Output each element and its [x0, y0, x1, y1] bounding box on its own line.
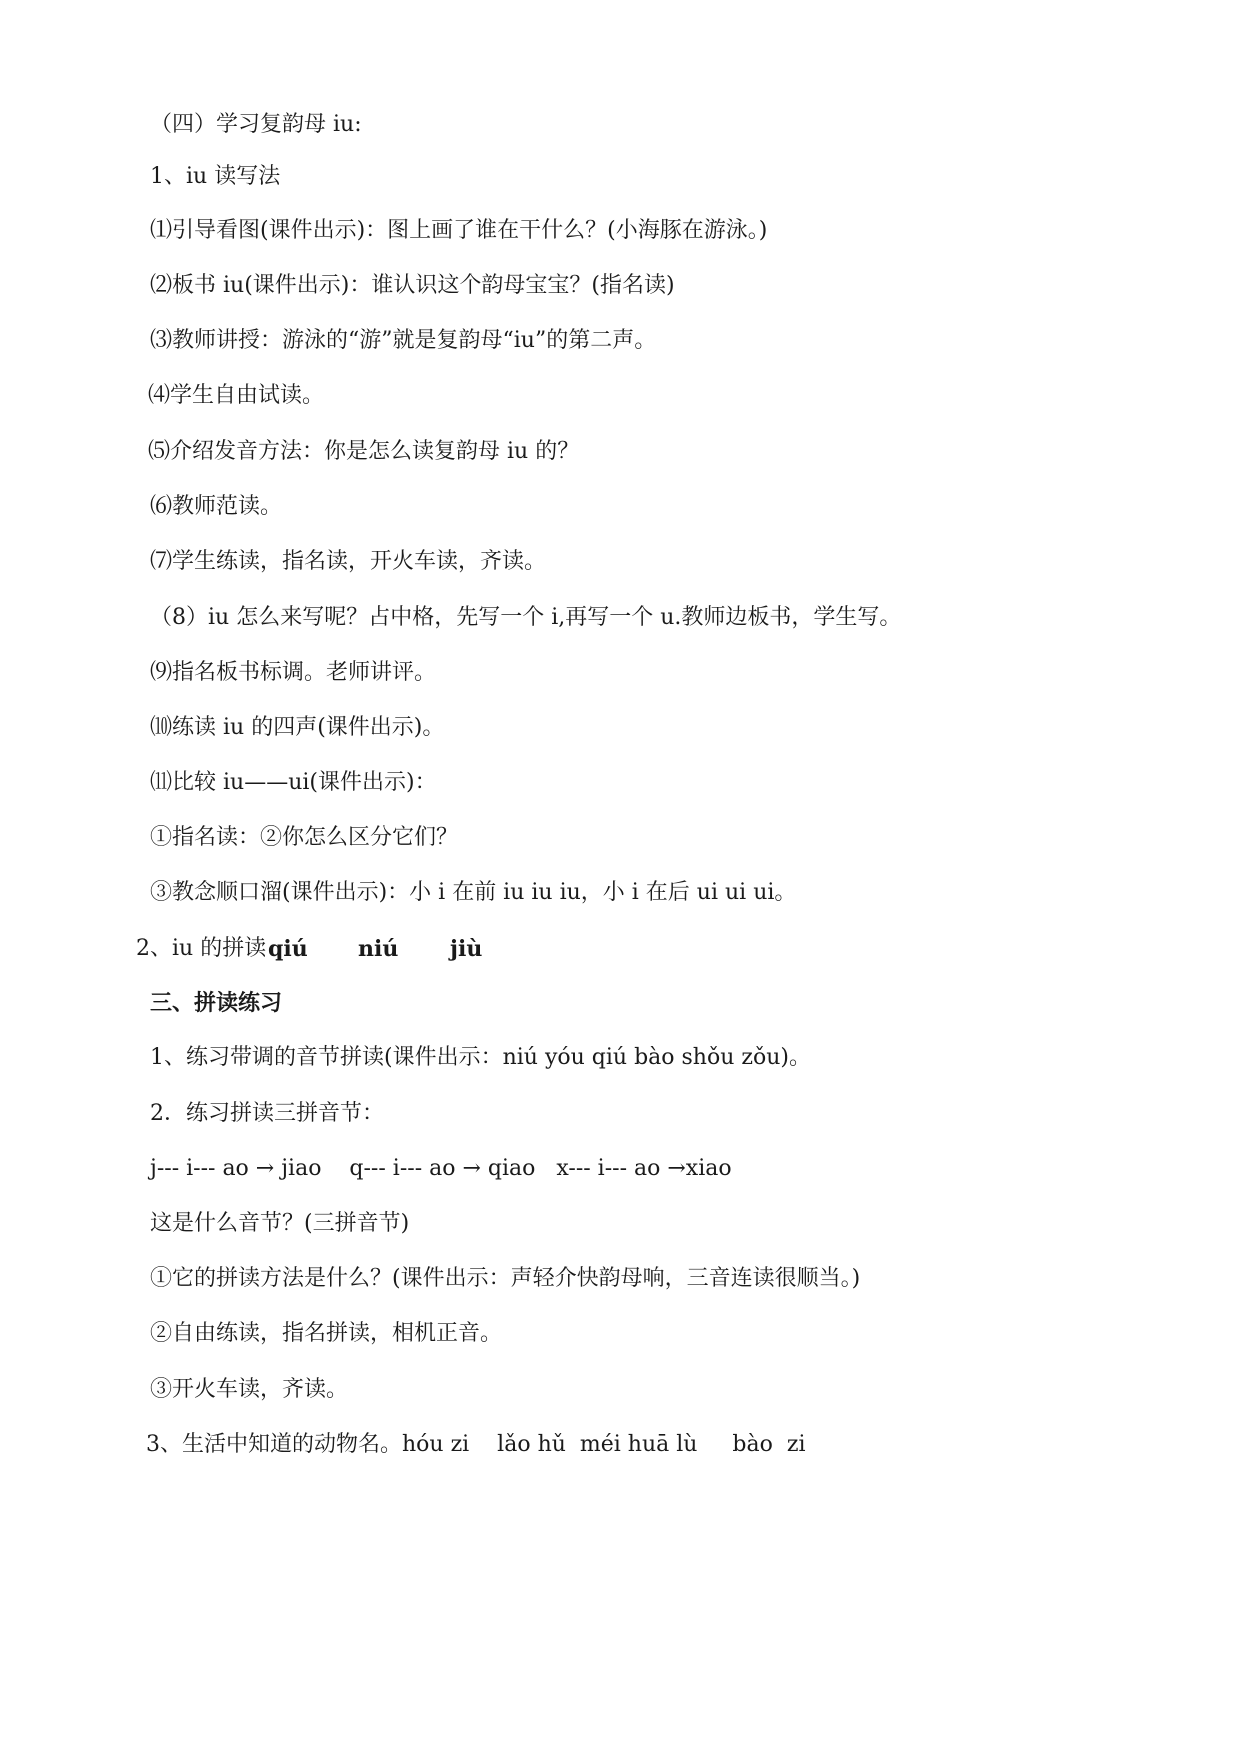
text-line: ③开火车读，齐读。	[150, 1377, 349, 1402]
text-line: ⑶教师讲授：游泳的“游”就是复韵母“iu”的第二声。	[150, 328, 657, 353]
text-line: ⑴引导看图(课件出示)：图上画了谁在干什么？(小海豚在游泳。)	[150, 218, 768, 243]
text-line: ⑸介绍发音方法：你是怎么读复韵母 iu 的？	[148, 439, 580, 464]
pinyin-word: niú	[358, 936, 399, 962]
text-line: ①指名读：②你怎么区分它们？	[150, 825, 459, 850]
text-line: ⑷学生自由试读。	[148, 383, 325, 408]
text-line: ③教念顺口溜(课件出示)：小 i 在前 iu iu iu，小 i 在后 ui ui ui。	[150, 880, 797, 905]
text-line: 2．练习拼读三拼音节：	[150, 1101, 384, 1126]
text-line: 1、iu 读写法	[150, 164, 281, 189]
subsection-heading-iu: （四）学习复韵母 iu:	[150, 112, 362, 137]
text-line: ①它的拼读方法是什么？(课件出示：声轻介快韵母响，三音连读很顺当。)	[150, 1266, 861, 1291]
text-line: ②自由练读，指名拼读，相机正音。	[150, 1321, 503, 1346]
text-line: 3、生活中知道的动物名。hóu zi lǎo hǔ méi huā lù bào zi	[146, 1432, 806, 1457]
text-line: ⑺学生练读，指名读，开火车读，齐读。	[150, 549, 547, 574]
text-line: ⑵板书 iu(课件出示)：谁认识这个韵母宝宝？(指名读)	[150, 273, 675, 298]
text-line: 1、练习带调的音节拼读(课件出示：niú yóu qiú bào shǒu zǒu)。	[150, 1045, 811, 1070]
text-line: （8）iu 怎么来写呢？占中格，先写一个 i,再写一个 u.教师边板书，学生写。	[150, 605, 902, 630]
text-line: ⑾比较 iu——ui(课件出示)：	[150, 770, 437, 795]
text-line: ⑽练读 iu 的四声(课件出示)。	[150, 715, 445, 740]
text-line: 这是什么音节？(三拼音节)	[150, 1211, 410, 1236]
text-line: j--- i--- ao → jiao q--- i--- ao → qiao x--- i--- ao →xiao	[150, 1156, 732, 1181]
pinyin-word: jiù	[450, 936, 483, 962]
section-heading: 三、拼读练习	[150, 990, 283, 1016]
text-line: ⑹教师范读。	[150, 494, 283, 519]
pinyin-practice-label: 2、iu 的拼读	[136, 936, 267, 961]
pinyin-word: qiú	[268, 936, 308, 962]
text-line: ⑼指名板书标调。老师讲评。	[150, 660, 437, 685]
